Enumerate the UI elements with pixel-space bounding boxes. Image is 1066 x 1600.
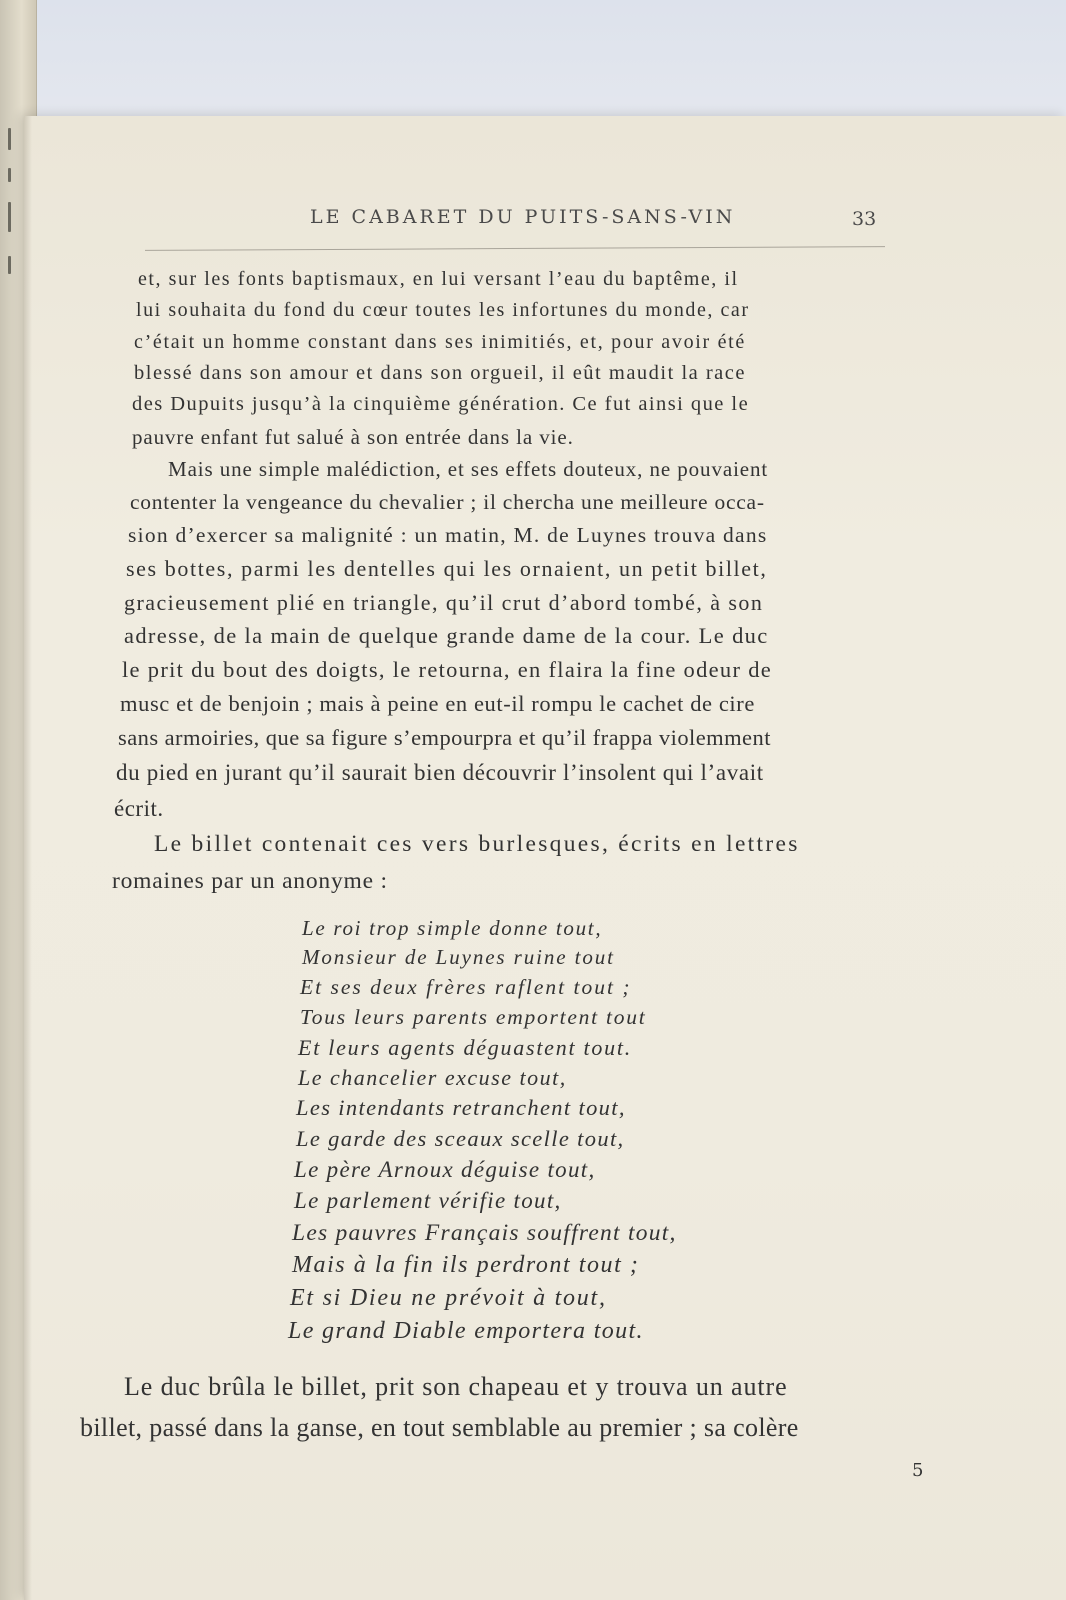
paragraph-2-line-3: sion d’exercer sa malignité : un matin, M. de Luynes trouva dans [128,523,768,547]
verse-line-4: Tous leurs parents emportent tout [300,1005,647,1029]
paragraph-2-line-6: adresse, de la main de quelque grande dame de la cour. Le duc [124,623,769,648]
verse-line-12: Mais à la fin ils perdront tout ; [292,1252,640,1278]
paragraph-2-line-2: contenter la vengeance du chevalier ; il chercha une meilleure occa- [130,490,765,514]
verse-line-2: Monsieur de Luynes ruine tout [302,945,615,969]
paragraph-1-line-3: c’était un homme constant dans ses inimitiés, et, pour avoir été [134,331,747,353]
paragraph-1-line-2: lui souhaita du fond du cœur toutes les infortunes du monde, car [136,299,750,321]
paragraph-2-line-11: écrit. [114,796,164,821]
verse-line-3: Et ses deux frères raflent tout ; [300,975,632,999]
paragraph-2-line-5: gracieusement plié en triangle, qu’il crut d’abord tombé, à son [124,590,764,615]
paragraph-2-line-8: musc et de benjoin ; mais à peine en eut-il rompu le cachet de cire [120,691,755,716]
verse-line-13: Et si Dieu ne prévoit à tout, [290,1285,607,1311]
paragraph-1-line-5: des Dupuits jusqu’à la cinquième génération. Ce fut ainsi que le [132,393,750,415]
closing-line-2: billet, passé dans la ganse, en tout semblable au premier ; sa colère [80,1413,799,1442]
verse-line-7: Les intendants retranchent tout, [296,1095,626,1120]
paragraph-1-line-6: pauvre enfant fut salué à son entrée dans la vie. [132,425,574,449]
paragraph-3-line-2: romaines par un anonyme : [112,868,388,894]
paragraph-2-line-4: ses bottes, parmi les dentelles qui les ornaient, un petit billet, [126,556,768,581]
verse-line-1: Le roi trop simple donne tout, [302,916,603,940]
running-title: LE CABARET DU PUITS-SANS-VIN [310,206,736,228]
paragraph-1-line-4: blessé dans son amour et dans son orgueil, il eût maudit la race [134,362,746,384]
paragraph-2-line-1: Mais une simple malédiction, et ses effets douteux, ne pouvaient [168,457,769,481]
verse-line-14: Le grand Diable emportera tout. [288,1318,644,1344]
verse-line-5: Et leurs agents déguastent tout. [298,1035,633,1060]
paragraph-3-line-1: Le billet contenait ces vers burlesques, écrits en lettres [154,831,800,857]
signature-mark: 5 [912,1460,924,1481]
page-number: 33 [852,208,877,230]
background-surface [0,0,1066,120]
facing-page-print-marks [4,110,20,310]
closing-line-1: Le duc brûla le billet, prit son chapeau et y trouva un autre [124,1372,788,1401]
page-gutter-shadow [24,116,32,1600]
verse-line-8: Le garde des sceaux scelle tout, [296,1126,625,1151]
paragraph-2-line-7: le prit du bout des doigts, le retourna, en flaira la fine odeur de [122,657,773,682]
paragraph-2-line-10: du pied en jurant qu’il saurait bien découvrir l’insolent qui l’avait [116,760,764,785]
verse-line-10: Le parlement vérifie tout, [294,1188,562,1213]
paragraph-2-line-9: sans armoiries, que sa figure s’empourpra et qu’il frappa violemment [118,725,771,750]
paragraph-1-line-1: et, sur les fonts baptismaux, en lui versant l’eau du baptême, il [138,268,739,290]
verse-line-11: Les pauvres Français souffrent tout, [292,1220,677,1246]
verse-line-6: Le chancelier excuse tout, [298,1065,567,1090]
verse-line-9: Le père Arnoux déguise tout, [294,1157,596,1182]
